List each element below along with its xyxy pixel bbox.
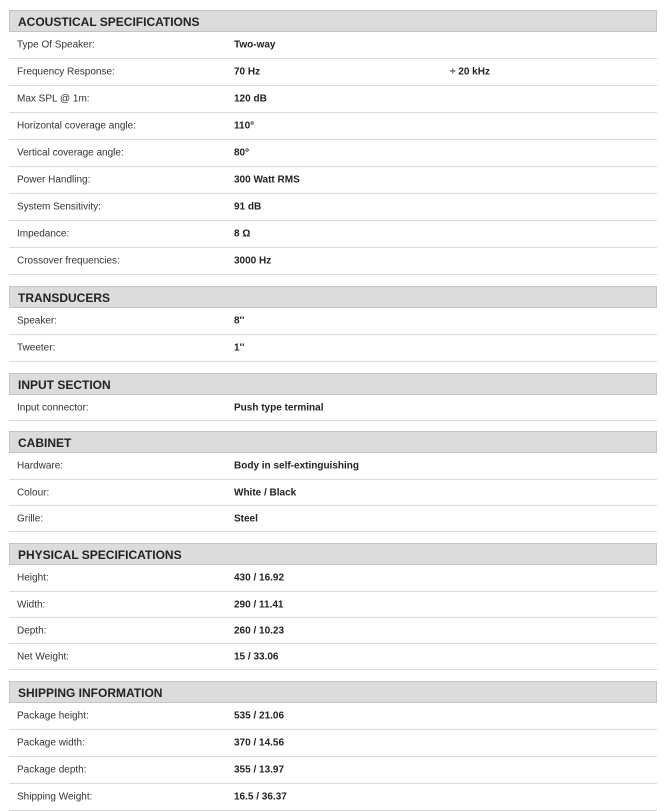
spec-row-width [9, 592, 657, 618]
spec-value: Push type terminal [234, 402, 324, 413]
spec-label: Tweeter: [17, 342, 56, 354]
spec-value: 430 / 16.92 [234, 572, 285, 584]
spec-sheet [9, 0, 657, 811]
spec-label: Type Of Speaker: [17, 39, 95, 51]
spec-value: 8'' [234, 315, 245, 327]
spec-value: White / Black [234, 487, 297, 498]
spec-row-package-width [9, 730, 657, 757]
spec-label: Package width: [17, 737, 85, 749]
spec-row-height [9, 565, 657, 592]
spec-row-net-weight [9, 644, 657, 670]
section-acoustical [9, 10, 657, 275]
spec-row-speaker [9, 308, 657, 335]
spec-row-power-handling [9, 167, 657, 194]
section-cabinet [9, 431, 657, 532]
spec-row-shipping-weight [9, 784, 657, 811]
spec-label: Height: [17, 572, 49, 584]
spec-value: 120 dB [234, 93, 267, 105]
spec-label: Horizontal coverage angle: [17, 120, 136, 132]
spec-label: Colour: [17, 487, 50, 498]
section-title: PHYSICAL SPECIFICATIONS [9, 543, 657, 565]
spec-value: 91 dB [234, 201, 262, 213]
spec-row-impedance [9, 221, 657, 248]
spec-row-frequency-response [9, 59, 657, 86]
spec-row-max-spl [9, 86, 657, 113]
spec-value: 8 Ω [234, 228, 251, 240]
section-title: ACOUSTICAL SPECIFICATIONS [9, 10, 657, 32]
spec-value: 3000 Hz [234, 255, 272, 267]
spec-row-package-depth [9, 757, 657, 784]
spec-row-vertical-coverage [9, 140, 657, 167]
spec-label: Package height: [17, 710, 89, 722]
spec-value: 260 / 10.23 [234, 625, 285, 636]
spec-label: Net Weight: [17, 651, 70, 662]
spec-label: Package depth: [17, 764, 87, 776]
spec-value: Body in self-extinguishing [234, 460, 360, 472]
spec-row-hardware [9, 453, 657, 480]
spec-value: Steel [234, 513, 258, 524]
spec-label: Depth: [17, 625, 47, 636]
spec-label: Vertical coverage angle: [17, 147, 124, 159]
spec-value: 16.5 / 36.37 [234, 791, 287, 803]
spec-row-crossover [9, 248, 657, 275]
spec-label: Power Handling: [17, 174, 91, 186]
spec-value: 70 Hz [234, 66, 261, 78]
spec-row-input-connector [9, 395, 657, 421]
section-physical [9, 543, 657, 670]
spec-value: Two-way [234, 39, 276, 51]
spec-row-depth [9, 618, 657, 644]
section-title: TRANSDUCERS [9, 286, 657, 308]
section-title: INPUT SECTION [9, 373, 657, 395]
spec-row-grille [9, 506, 657, 532]
spec-value: 1'' [234, 342, 245, 354]
section-title: CABINET [9, 431, 657, 453]
spec-row-tweeter [9, 335, 657, 362]
spec-value: 355 / 13.97 [234, 764, 285, 776]
spec-row-horizontal-coverage [9, 113, 657, 140]
spec-value: 300 Watt RMS [234, 174, 300, 186]
spec-label: Hardware: [17, 460, 64, 472]
spec-value: 80° [234, 147, 250, 159]
section-shipping [9, 681, 657, 811]
section-input [9, 373, 657, 421]
spec-label: Grille: [17, 513, 44, 524]
section-transducers [9, 286, 657, 362]
spec-value: 370 / 14.56 [234, 737, 285, 749]
spec-value: 110° [234, 120, 255, 132]
spec-label: Input connector: [17, 402, 89, 413]
spec-label: System Sensitivity: [17, 201, 101, 213]
spec-label: Frequency Response: [17, 66, 115, 78]
spec-row-system-sensitivity [9, 194, 657, 221]
spec-row-colour [9, 480, 657, 506]
spec-label: Impedance: [17, 228, 70, 240]
spec-label: Shipping Weight: [17, 791, 93, 803]
spec-value-upper: ÷ 20 kHz [450, 66, 490, 78]
spec-row-package-height [9, 703, 657, 730]
spec-value: 290 / 11.41 [234, 599, 284, 610]
spec-label: Crossover frequencies: [17, 255, 120, 267]
spec-label: Speaker: [17, 315, 58, 327]
spec-label: Width: [17, 599, 46, 610]
spec-label: Max SPL @ 1m: [17, 93, 90, 105]
section-title: SHIPPING INFORMATION [9, 681, 657, 703]
spec-row-type-of-speaker [9, 32, 657, 59]
spec-value: 535 / 21.06 [234, 710, 285, 722]
spec-value: 15 / 33.06 [234, 651, 279, 662]
